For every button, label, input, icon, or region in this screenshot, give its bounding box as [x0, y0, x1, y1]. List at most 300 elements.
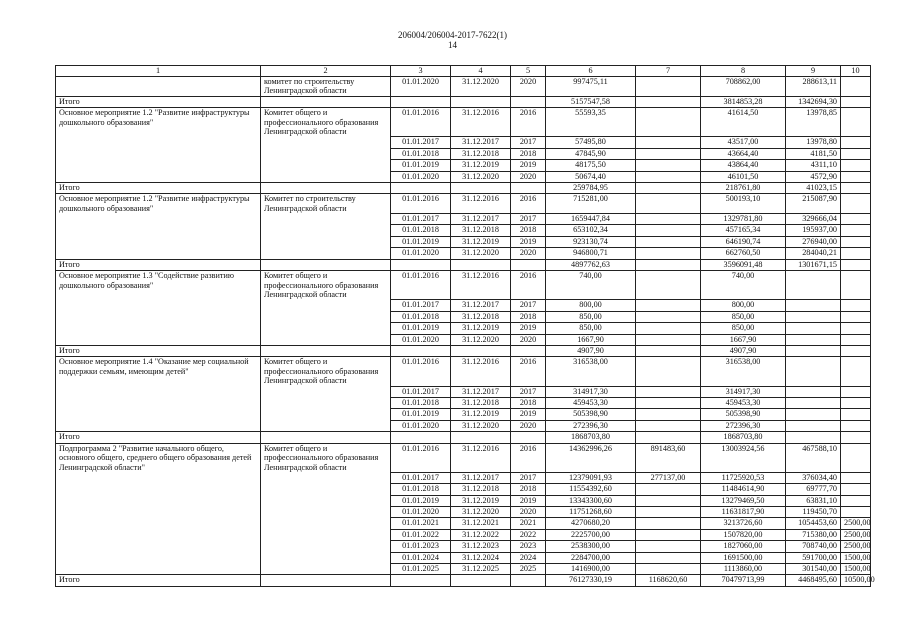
total-total: 5157547,58 [546, 96, 636, 107]
cell-total: 11554392,60 [546, 484, 636, 495]
cell-total: 2538300,00 [546, 541, 636, 552]
cell-end: 31.12.2024 [451, 552, 511, 563]
cell-end: 31.12.2016 [451, 443, 511, 472]
cell-local: 376034,40 [786, 472, 841, 483]
cell-year: 2019 [511, 495, 546, 506]
table-row [56, 386, 871, 397]
cell-total: 850,00 [546, 323, 636, 334]
cell-year: 2016 [511, 443, 546, 472]
cell-federal [636, 271, 701, 300]
total-local: 4468495,60 [786, 575, 841, 586]
cell-other: 2500,00 [841, 518, 871, 529]
cell-federal [636, 311, 701, 322]
cell-start: 01.01.2016 [391, 108, 451, 137]
cell-regional: 11484614,90 [701, 484, 786, 495]
table-row [56, 137, 871, 148]
table-row [56, 323, 871, 334]
total-federal [636, 259, 701, 270]
cell-year: 2018 [511, 311, 546, 322]
cell-other: 2500,00 [841, 529, 871, 540]
cell-federal [636, 148, 701, 159]
cell-regional: 459453,30 [701, 397, 786, 408]
cell-start: 01.01.2020 [391, 76, 451, 96]
cell-start: 01.01.2020 [391, 420, 451, 431]
cell-other [841, 357, 871, 386]
activity-name-cell: Основное мероприятие 1.3 "Содействие развитию дошкольного образования" [56, 271, 261, 300]
executor-cell [261, 248, 391, 259]
executor-cell [261, 225, 391, 236]
cell-total: 47845,90 [546, 148, 636, 159]
empty-cell [261, 575, 391, 586]
total-federal [636, 345, 701, 356]
cell-regional: 850,00 [701, 311, 786, 322]
executor-cell [261, 495, 391, 506]
cell-total: 13343300,60 [546, 495, 636, 506]
executor-cell [261, 214, 391, 225]
total-total: 4897762,63 [546, 259, 636, 270]
activity-name-cell [56, 248, 261, 259]
cell-regional: 457165,34 [701, 225, 786, 236]
cell-federal [636, 225, 701, 236]
cell-year: 2018 [511, 397, 546, 408]
cell-end: 31.12.2018 [451, 484, 511, 495]
cell-other [841, 386, 871, 397]
cell-start: 01.01.2018 [391, 225, 451, 236]
total-federal [636, 96, 701, 107]
executor-cell [261, 397, 391, 408]
total-label: Итого [56, 575, 261, 586]
cell-total: 459453,30 [546, 397, 636, 408]
cell-other [841, 506, 871, 517]
cell-regional: 43517,00 [701, 137, 786, 148]
activity-name-cell [56, 529, 261, 540]
cell-other: 1500,00 [841, 552, 871, 563]
executor-cell [261, 529, 391, 540]
cell-start: 01.01.2024 [391, 552, 451, 563]
cell-local: 1054453,60 [786, 518, 841, 529]
cell-regional: 1827060,00 [701, 541, 786, 552]
table-row [56, 563, 871, 574]
activity-name-cell [56, 334, 261, 345]
cell-other: 1500,00 [841, 563, 871, 574]
executor-cell [261, 323, 391, 334]
empty-cell [511, 432, 546, 443]
table-row [56, 506, 871, 517]
table-row [56, 484, 871, 495]
cell-federal [636, 137, 701, 148]
cell-start: 01.01.2019 [391, 323, 451, 334]
column-number: 4 [451, 66, 511, 77]
cell-end: 31.12.2016 [451, 108, 511, 137]
total-local [786, 345, 841, 356]
cell-end: 31.12.2020 [451, 171, 511, 182]
cell-local [786, 357, 841, 386]
cell-federal [636, 334, 701, 345]
empty-cell [391, 96, 451, 107]
cell-regional: 708862,00 [701, 76, 786, 96]
table-row [56, 443, 871, 472]
cell-regional: 1691500,00 [701, 552, 786, 563]
table-row [56, 529, 871, 540]
cell-total: 715281,00 [546, 194, 636, 214]
table-row [56, 160, 871, 171]
total-regional: 70479713,99 [701, 575, 786, 586]
cell-end: 31.12.2019 [451, 409, 511, 420]
cell-year: 2020 [511, 506, 546, 517]
cell-local [786, 409, 841, 420]
cell-regional: 740,00 [701, 271, 786, 300]
total-row [56, 345, 871, 356]
column-number: 5 [511, 66, 546, 77]
cell-local: 715380,00 [786, 529, 841, 540]
cell-local [786, 334, 841, 345]
cell-local: 329666,04 [786, 214, 841, 225]
cell-local: 708740,00 [786, 541, 841, 552]
activity-name-cell [56, 409, 261, 420]
cell-total: 2284700,00 [546, 552, 636, 563]
activity-name-cell [56, 386, 261, 397]
cell-other [841, 248, 871, 259]
cell-end: 31.12.2019 [451, 160, 511, 171]
cell-local: 63831,10 [786, 495, 841, 506]
cell-local: 119450,70 [786, 506, 841, 517]
cell-federal [636, 214, 701, 225]
cell-total: 57495,80 [546, 137, 636, 148]
table-row [56, 248, 871, 259]
activity-name-cell [56, 552, 261, 563]
cell-local [786, 420, 841, 431]
cell-local [786, 300, 841, 311]
empty-cell [451, 96, 511, 107]
column-number: 6 [546, 66, 636, 77]
total-other [841, 345, 871, 356]
cell-end: 31.12.2023 [451, 541, 511, 552]
activity-name-cell [56, 495, 261, 506]
cell-federal [636, 552, 701, 563]
cell-regional: 13279469,50 [701, 495, 786, 506]
cell-end: 31.12.2020 [451, 334, 511, 345]
cell-regional: 43864,40 [701, 160, 786, 171]
cell-local: 4311,10 [786, 160, 841, 171]
total-local [786, 432, 841, 443]
total-other [841, 259, 871, 270]
executor-cell: Комитет общего и профессионального образования Ленинградской области [261, 271, 391, 300]
column-number: 10 [841, 66, 871, 77]
cell-other [841, 334, 871, 345]
cell-end: 31.12.2017 [451, 214, 511, 225]
cell-start: 01.01.2019 [391, 160, 451, 171]
cell-other [841, 409, 871, 420]
cell-total: 850,00 [546, 311, 636, 322]
table-row [56, 148, 871, 159]
cell-end: 31.12.2017 [451, 137, 511, 148]
total-federal: 1168620,60 [636, 575, 701, 586]
cell-local: 288613,11 [786, 76, 841, 96]
executor-cell [261, 552, 391, 563]
cell-end: 31.12.2020 [451, 420, 511, 431]
cell-year: 2018 [511, 148, 546, 159]
budget-table [55, 65, 875, 587]
cell-federal [636, 248, 701, 259]
cell-local: 13978,85 [786, 108, 841, 137]
executor-cell [261, 472, 391, 483]
cell-year: 2021 [511, 518, 546, 529]
activity-name-cell [56, 420, 261, 431]
total-local: 41023,15 [786, 183, 841, 194]
cell-total: 2225700,00 [546, 529, 636, 540]
cell-year: 2017 [511, 386, 546, 397]
cell-start: 01.01.2023 [391, 541, 451, 552]
cell-other [841, 397, 871, 408]
cell-total: 923130,74 [546, 236, 636, 247]
cell-other [841, 148, 871, 159]
cell-end: 31.12.2017 [451, 300, 511, 311]
cell-end: 31.12.2016 [451, 271, 511, 300]
cell-federal [636, 300, 701, 311]
cell-year: 2025 [511, 563, 546, 574]
cell-regional: 1329781,80 [701, 214, 786, 225]
executor-cell [261, 311, 391, 322]
cell-other [841, 472, 871, 483]
document-id: 206004/206004-2017-7622(1) [398, 30, 507, 40]
page-number: 14 [448, 40, 457, 50]
cell-end: 31.12.2016 [451, 194, 511, 214]
executor-cell [261, 506, 391, 517]
table-row [56, 108, 871, 137]
table-row [56, 271, 871, 300]
activity-name-cell [56, 484, 261, 495]
column-number: 1 [56, 66, 261, 77]
activity-name-cell [56, 160, 261, 171]
cell-year: 2019 [511, 160, 546, 171]
cell-regional: 850,00 [701, 323, 786, 334]
cell-other [841, 194, 871, 214]
empty-cell [261, 432, 391, 443]
total-label: Итого [56, 96, 261, 107]
cell-start: 01.01.2020 [391, 248, 451, 259]
cell-total: 50674,40 [546, 171, 636, 182]
cell-other [841, 420, 871, 431]
cell-end: 31.12.2022 [451, 529, 511, 540]
activity-name-cell [56, 323, 261, 334]
total-regional: 3596091,48 [701, 259, 786, 270]
cell-total: 272396,30 [546, 420, 636, 431]
empty-cell [391, 183, 451, 194]
activity-name-cell [56, 148, 261, 159]
column-number: 7 [636, 66, 701, 77]
cell-local [786, 271, 841, 300]
total-regional: 218761,80 [701, 183, 786, 194]
executor-cell [261, 148, 391, 159]
cell-year: 2019 [511, 409, 546, 420]
table-row [56, 420, 871, 431]
cell-local: 284040,21 [786, 248, 841, 259]
cell-year: 2019 [511, 323, 546, 334]
activity-name-cell [56, 541, 261, 552]
cell-regional: 11631817,90 [701, 506, 786, 517]
cell-year: 2016 [511, 194, 546, 214]
executor-cell [261, 300, 391, 311]
table-row [56, 171, 871, 182]
cell-federal [636, 529, 701, 540]
cell-start: 01.01.2020 [391, 171, 451, 182]
table-row [56, 541, 871, 552]
cell-local: 301540,00 [786, 563, 841, 574]
cell-local: 13978,80 [786, 137, 841, 148]
cell-federal [636, 323, 701, 334]
table-row [56, 472, 871, 483]
cell-total: 48175,50 [546, 160, 636, 171]
cell-start: 01.01.2016 [391, 357, 451, 386]
total-row [56, 259, 871, 270]
table-row [56, 236, 871, 247]
cell-federal [636, 563, 701, 574]
table-row [56, 300, 871, 311]
executor-cell [261, 137, 391, 148]
cell-federal [636, 484, 701, 495]
empty-cell [451, 575, 511, 586]
cell-start: 01.01.2019 [391, 495, 451, 506]
activity-name-cell [56, 506, 261, 517]
executor-cell [261, 160, 391, 171]
cell-total: 4270680,20 [546, 518, 636, 529]
cell-local [786, 311, 841, 322]
total-other: 10500,00 [841, 575, 871, 586]
cell-regional: 13003924,56 [701, 443, 786, 472]
cell-start: 01.01.2018 [391, 484, 451, 495]
total-label: Итого [56, 259, 261, 270]
total-local: 1301671,15 [786, 259, 841, 270]
cell-other [841, 214, 871, 225]
total-other [841, 432, 871, 443]
executor-cell [261, 171, 391, 182]
cell-year: 2016 [511, 271, 546, 300]
column-number: 3 [391, 66, 451, 77]
cell-total: 505398,90 [546, 409, 636, 420]
cell-start: 01.01.2020 [391, 334, 451, 345]
cell-total: 1659447,84 [546, 214, 636, 225]
cell-regional: 1113860,00 [701, 563, 786, 574]
column-number-row [56, 66, 871, 77]
cell-start: 01.01.2018 [391, 397, 451, 408]
executor-cell [261, 334, 391, 345]
empty-cell [451, 183, 511, 194]
table-row [56, 194, 871, 214]
cell-regional: 272396,30 [701, 420, 786, 431]
cell-other [841, 225, 871, 236]
total-regional: 3814853,28 [701, 96, 786, 107]
column-number: 2 [261, 66, 391, 77]
total-label: Итого [56, 345, 261, 356]
table-row [56, 409, 871, 420]
cell-start: 01.01.2017 [391, 214, 451, 225]
empty-cell [261, 345, 391, 356]
cell-federal [636, 397, 701, 408]
table-row [56, 495, 871, 506]
table-row [56, 76, 871, 96]
cell-federal [636, 409, 701, 420]
cell-local: 276940,00 [786, 236, 841, 247]
cell-end: 31.12.2025 [451, 563, 511, 574]
total-row [56, 183, 871, 194]
cell-regional: 3213726,60 [701, 518, 786, 529]
executor-cell [261, 409, 391, 420]
total-local: 1342694,30 [786, 96, 841, 107]
total-row [56, 96, 871, 107]
cell-total: 946800,71 [546, 248, 636, 259]
executor-cell [261, 386, 391, 397]
activity-name-cell [56, 214, 261, 225]
cell-local [786, 323, 841, 334]
empty-cell [261, 183, 391, 194]
cell-start: 01.01.2025 [391, 563, 451, 574]
cell-federal: 277137,00 [636, 472, 701, 483]
cell-federal [636, 108, 701, 137]
cell-other [841, 323, 871, 334]
cell-regional: 505398,90 [701, 409, 786, 420]
activity-name-cell: Основное мероприятие 1.2 "Развитие инфраструктуры дошкольного образования" [56, 108, 261, 137]
activity-name-cell [56, 225, 261, 236]
cell-year: 2017 [511, 214, 546, 225]
empty-cell [511, 259, 546, 270]
cell-other [841, 137, 871, 148]
table-row [56, 225, 871, 236]
activity-name-cell [56, 76, 261, 96]
empty-cell [391, 432, 451, 443]
executor-cell [261, 541, 391, 552]
cell-federal [636, 420, 701, 431]
cell-local [786, 397, 841, 408]
empty-cell [261, 259, 391, 270]
cell-start: 01.01.2019 [391, 236, 451, 247]
activity-name-cell [56, 518, 261, 529]
cell-start: 01.01.2021 [391, 518, 451, 529]
cell-end: 31.12.2018 [451, 148, 511, 159]
cell-start: 01.01.2017 [391, 300, 451, 311]
cell-start: 01.01.2020 [391, 506, 451, 517]
cell-federal [636, 495, 701, 506]
cell-year: 2024 [511, 552, 546, 563]
cell-total: 11751268,60 [546, 506, 636, 517]
cell-regional: 314917,30 [701, 386, 786, 397]
cell-regional: 800,00 [701, 300, 786, 311]
column-number: 8 [701, 66, 786, 77]
cell-regional: 46101,50 [701, 171, 786, 182]
cell-other [841, 160, 871, 171]
cell-year: 2020 [511, 248, 546, 259]
executor-cell: Комитет общего и профессионального образования Ленинградской области [261, 108, 391, 137]
cell-year: 2018 [511, 484, 546, 495]
executor-cell: Комитет общего и профессионального образования Ленинградской области [261, 357, 391, 386]
total-federal [636, 183, 701, 194]
cell-start: 01.01.2017 [391, 386, 451, 397]
empty-cell [451, 345, 511, 356]
cell-regional: 41614,50 [701, 108, 786, 137]
cell-federal [636, 518, 701, 529]
empty-cell [391, 259, 451, 270]
cell-total: 1667,90 [546, 334, 636, 345]
cell-other [841, 484, 871, 495]
cell-start: 01.01.2016 [391, 443, 451, 472]
cell-start: 01.01.2016 [391, 194, 451, 214]
total-label: Итого [56, 432, 261, 443]
cell-end: 31.12.2018 [451, 311, 511, 322]
cell-other [841, 108, 871, 137]
cell-end: 31.12.2017 [451, 386, 511, 397]
cell-end: 31.12.2020 [451, 76, 511, 96]
empty-cell [511, 96, 546, 107]
cell-other [841, 271, 871, 300]
